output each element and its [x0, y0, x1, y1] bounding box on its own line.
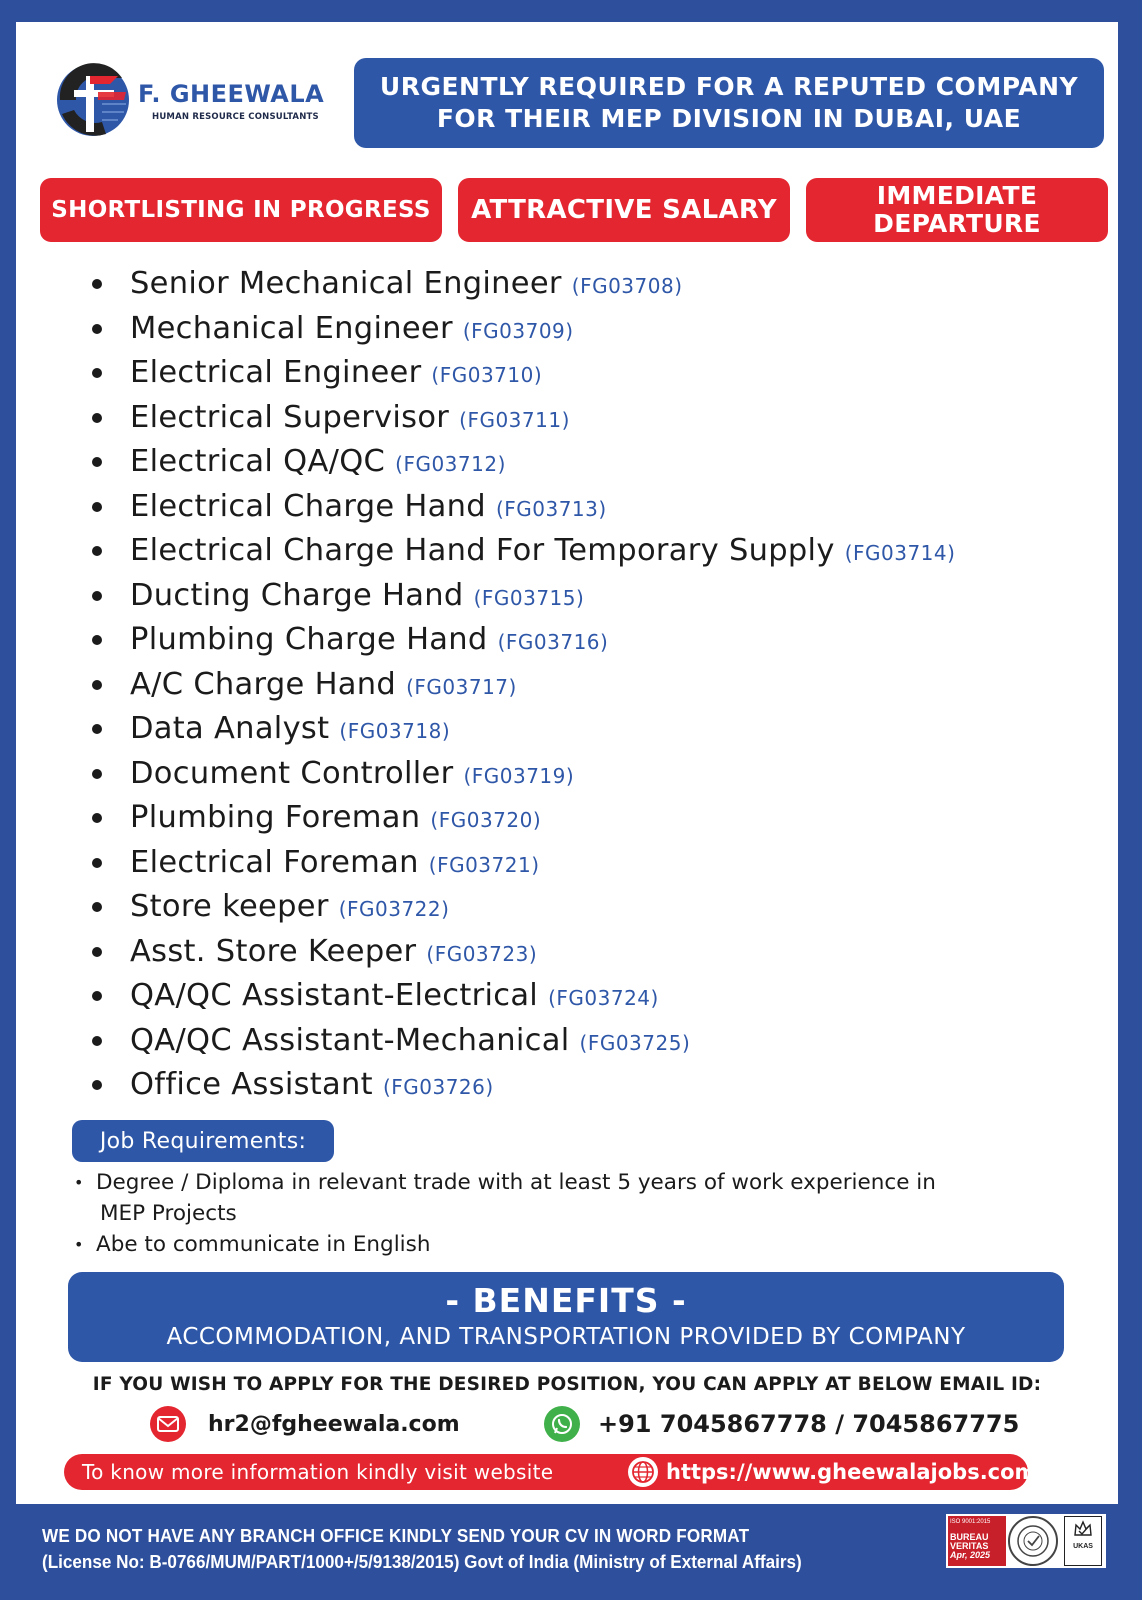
- job-code: (FG03724): [548, 986, 659, 1010]
- job-item: [76, 618, 955, 663]
- job-item: [76, 262, 955, 307]
- footer: [0, 1504, 1142, 1600]
- job-item: [76, 1019, 955, 1064]
- job-item: [76, 796, 955, 841]
- job-item: [76, 1063, 955, 1108]
- job-code: (FG03726): [382, 1075, 494, 1099]
- content-sheet: [16, 22, 1118, 1504]
- departure-badge: [806, 178, 1108, 242]
- job-code: (FG03723): [426, 941, 538, 966]
- requirement-item: [66, 1229, 1066, 1260]
- job-item: [76, 974, 955, 1019]
- bullet-icon: [92, 324, 102, 334]
- bullet-icon: [92, 724, 102, 734]
- job-title: Electrical QA/QC: [130, 444, 386, 479]
- job-title: Plumbing Charge Hand: [130, 622, 488, 657]
- job-code: (FG03717): [406, 674, 517, 699]
- website-link[interactable]: [628, 1457, 1044, 1487]
- job-title: Store keeper: [130, 889, 329, 924]
- certification-badges: [946, 1514, 1106, 1568]
- requirement-text: Degree / Diploma in relevant trade with at least 5 years of work experience in: [96, 1170, 936, 1195]
- job-title: QA/QC Assistant-Electrical: [130, 978, 539, 1013]
- bullet-icon: [92, 591, 102, 601]
- requirement-item: [66, 1167, 1066, 1229]
- ukas-badge: UKAS: [1064, 1516, 1102, 1566]
- bullet-icon: [92, 279, 102, 289]
- job-code: (FG03718): [339, 719, 451, 743]
- job-code: (FG03710): [431, 363, 543, 387]
- bullet-icon: [92, 769, 102, 779]
- benefits-subtitle: ACCOMMODATION, AND TRANSPORTATION PROVIDED BY COMPANY: [166, 1324, 966, 1350]
- bullet-icon: [92, 813, 102, 823]
- headline-banner: [354, 58, 1104, 148]
- apply-instruction: IF YOU WISH TO APPLY FOR THE DESIRED POSITION, YOU CAN APPLY AT BELOW EMAIL ID:: [92, 1374, 1042, 1395]
- company-logo: [46, 56, 346, 146]
- bullet-icon: •: [74, 1235, 84, 1254]
- job-item: [76, 440, 955, 485]
- job-title: Mechanical Engineer: [130, 310, 453, 346]
- job-item: [76, 885, 955, 930]
- whatsapp-icon: [544, 1406, 580, 1442]
- bullet-icon: [92, 680, 102, 690]
- job-item: [76, 930, 955, 975]
- job-item: [76, 529, 955, 574]
- job-code: (FG03716): [497, 630, 609, 654]
- bullet-icon: [92, 1036, 102, 1046]
- globe-icon: [628, 1457, 658, 1487]
- salary-badge: ATTRACTIVE SALARY: [458, 178, 790, 242]
- job-code: (FG03712): [395, 452, 506, 476]
- job-title: Data Analyst: [130, 711, 330, 746]
- job-code: (FG03708): [571, 274, 683, 298]
- job-title: Electrical Charge Hand For Temporary Supply: [130, 533, 835, 568]
- job-code: (FG03721): [428, 852, 540, 877]
- bullet-icon: [92, 991, 102, 1001]
- bullet-icon: [92, 413, 102, 423]
- bullet-icon: •: [74, 1173, 84, 1192]
- company-name: F. GHEEWALA: [138, 80, 325, 108]
- job-item: [76, 574, 955, 619]
- job-code: (FG03709): [462, 318, 574, 343]
- requirements-list: [66, 1167, 1066, 1260]
- requirement-text-continued: MEP Projects: [100, 1201, 237, 1226]
- job-code: (FG03719): [463, 763, 575, 788]
- job-title: Office Assistant: [130, 1067, 373, 1102]
- job-title: Electrical Foreman: [130, 844, 419, 880]
- company-tagline: HUMAN RESOURCE CONSULTANTS: [152, 112, 319, 122]
- bureau-veritas-seal-icon: [1008, 1516, 1058, 1566]
- job-code: (FG03720): [430, 808, 542, 832]
- shortlisting-badge: SHORTLISTING IN PROGRESS: [40, 178, 442, 242]
- benefits-title: - BENEFITS -: [445, 1281, 687, 1320]
- job-title: Document Controller: [130, 755, 454, 791]
- job-list: [76, 262, 955, 1108]
- job-item: [76, 752, 955, 797]
- job-title: Senior Mechanical Engineer: [130, 266, 562, 301]
- iso-certificate-badge: ISO 9001:2015 BUREAU VERITAS Apr, 2025: [948, 1516, 1006, 1566]
- email-contact[interactable]: [150, 1404, 460, 1444]
- job-code: (FG03725): [579, 1030, 691, 1055]
- requirement-text: Abe to communicate in English: [96, 1232, 431, 1257]
- gheewala-logo-icon: [46, 56, 136, 146]
- website-url[interactable]: https://www.gheewalajobs.com/: [666, 1460, 1045, 1484]
- bullet-icon: [92, 858, 102, 868]
- job-code: (FG03713): [495, 496, 607, 521]
- website-prompt: To know more information kindly visit website: [82, 1460, 554, 1484]
- requirements-label: Job Requirements:: [72, 1120, 334, 1162]
- website-bar: [64, 1454, 1045, 1490]
- headline-line-1: URGENTLY REQUIRED FOR A REPUTED COMPANY: [379, 72, 1079, 101]
- job-title: A/C Charge Hand: [130, 666, 397, 702]
- departure-line-1: IMMEDIATE: [876, 181, 1038, 210]
- job-title: Electrical Supervisor: [130, 399, 450, 435]
- job-title: Electrical Charge Hand: [130, 488, 486, 524]
- bullet-icon: [92, 502, 102, 512]
- departure-line-2: DEPARTURE: [873, 209, 1041, 238]
- bullet-icon: [92, 457, 102, 467]
- job-item: [76, 396, 955, 441]
- bullet-icon: [92, 902, 102, 912]
- job-code: (FG03715): [473, 585, 585, 610]
- job-title: Ducting Charge Hand: [130, 577, 464, 613]
- job-item: [76, 663, 955, 708]
- job-title: Plumbing Foreman: [130, 800, 421, 835]
- bullet-icon: [92, 1080, 102, 1090]
- job-item: [76, 307, 955, 352]
- bullet-icon: [92, 947, 102, 957]
- benefits-banner: [68, 1272, 1064, 1362]
- job-item: [76, 485, 955, 530]
- footer-notice: WE DO NOT HAVE ANY BRANCH OFFICE KINDLY SEND YOUR CV IN WORD FORMAT: [42, 1526, 750, 1546]
- bullet-icon: [92, 546, 102, 556]
- job-title: Asst. Store Keeper: [130, 933, 417, 969]
- headline-line-2: FOR THEIR MEP DIVISION IN DUBAI, UAE: [436, 104, 1022, 133]
- phone-contact[interactable]: [544, 1404, 1019, 1444]
- mail-icon: [150, 1406, 186, 1442]
- job-code: (FG03711): [459, 407, 570, 432]
- job-code: (FG03722): [338, 897, 450, 921]
- job-item: [76, 841, 955, 886]
- job-item: [76, 351, 955, 396]
- footer-license: (License No: B-0766/MUM/PART/1000+/5/9138/2015) Govt of India (Ministry of External Affairs): [42, 1552, 802, 1572]
- job-title: Electrical Engineer: [130, 355, 422, 390]
- bullet-icon: [92, 635, 102, 645]
- job-item: [76, 707, 955, 752]
- job-code: (FG03714): [844, 541, 956, 565]
- job-title: QA/QC Assistant-Mechanical: [130, 1022, 570, 1058]
- bullet-icon: [92, 368, 102, 378]
- email-address[interactable]: hr2@fgheewala.com: [208, 1411, 460, 1437]
- phone-numbers[interactable]: +91 7045867778 / 7045867775: [598, 1410, 1020, 1438]
- crown-icon: [1071, 1517, 1095, 1541]
